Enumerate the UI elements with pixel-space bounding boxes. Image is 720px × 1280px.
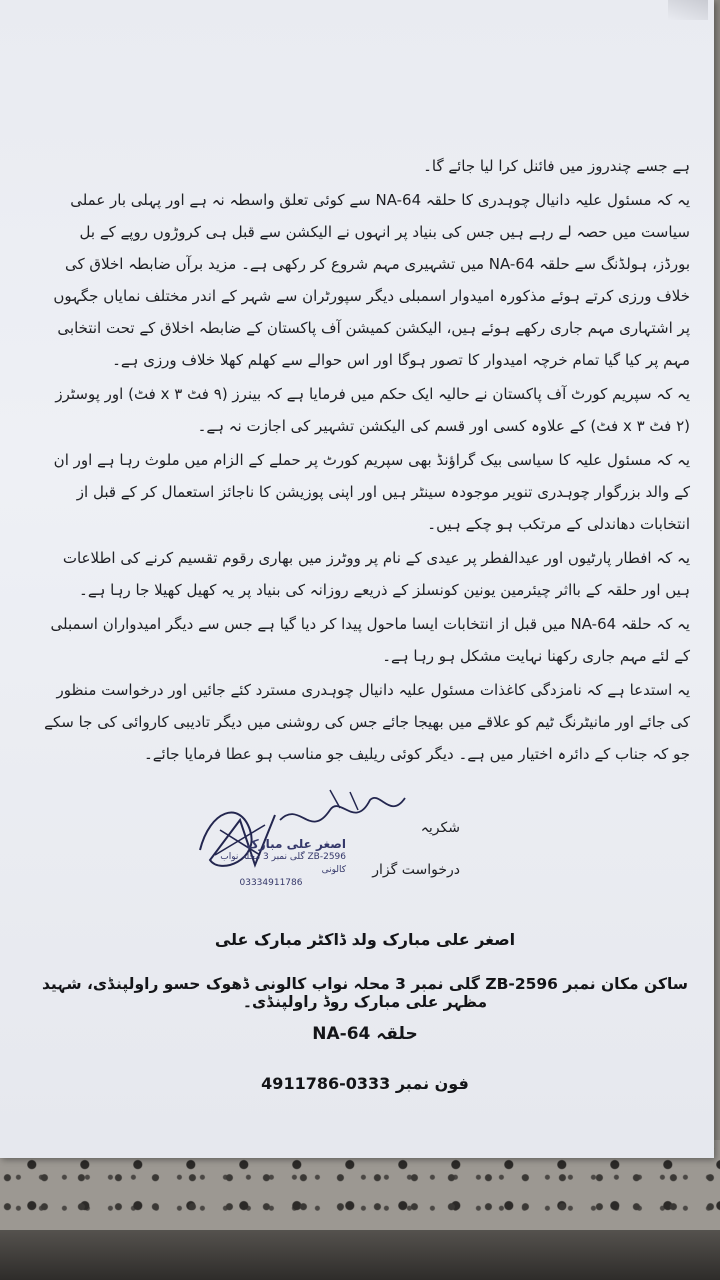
phone-number: فون نمبر 0333-4911786 [261, 1074, 469, 1093]
paragraph-supreme-court: یہ کہ سپریم کورٹ آف پاکستان نے حالیہ ایک حکم میں فرمایا ہے کہ بینرز (۹ فٹ x ۳ فٹ) اور پوسٹرز (۲ فٹ x ۳ فٹ) کے علاوہ کسی اور قسم کی الیکشن تشہیر کی اجازت نہ ہے۔ [55, 385, 690, 435]
stamp-phone: 03334911786 [239, 878, 303, 888]
paragraph-intro: ہے جسے چندروز میں فائنل کرا لیا جائے گا۔ [423, 157, 690, 175]
paragraph-billboards: یہ کہ مسئول علیہ دانیال چوہدری کا حلقہ NA-64 سے کوئی تعلق واسطہ نہ ہے اور پہلی بار عملی سیاست میں حصہ لے رہے ہیں جس کی بنیاد پر انہوں نے الیکشن سے قبل ہی کروڑوں روپے کے بل بورڈز، ہولڈنگ سے حلقہ NA-64 میں تشہیری مہم شروع کر رکھی ہے۔ مزید برآں ضابطہ اخلاق کی خلاف ورزی کرتے ہوئے مذکورہ امیدوار اسمبلی دیگر سپورٹران سے شہر کے اندر مختلف نمایاں جگہوں پر اشتہاری مہم جاری رکھے ہوئے ہیں، الیکشن کمیشن آف پاکستان کے ضابطہ اخلاق کے تحت انتخابی مہم پر کیا گیا تمام خرچہ امیدوار کا تصور ہوگا اور اس حوالے سے کھلم کھلا خلاف ورزی ہے۔ [53, 191, 690, 369]
constituency: حلقہ NA-64 [312, 1024, 418, 1044]
applicant-stamp [196, 838, 346, 890]
stamp-name: اصغر علی مبارک [246, 837, 346, 851]
floor-shadow [0, 1230, 720, 1280]
letter-body [40, 150, 690, 772]
applicant-label: درخواست گزار [372, 862, 460, 878]
paragraph-request: یہ استدعا ہے کہ نامزدگی کاغذات مسئول علیہ دانیال چوہدری مسترد کئے جائیں اور درخواست منظور کی جائے اور مانیٹرنگ ٹیم کو علاقے میں بھیجا جائے جس کی روشنی میں دیگر تادیبی کاروائی کی جا سکے جو کہ جناب کے دائرہ اختیار میں ہے۔ دیگر کوئی ریلیف جو مناسب ہو عطا فرمایا جائے۔ [44, 681, 690, 763]
page-fold [668, 0, 708, 20]
thanks-text: شکریہ [420, 820, 460, 836]
applicant-name: اصغر علی مبارک ولد ڈاکٹر مبارک علی [214, 930, 516, 949]
stamp-address: ZB-2596 گلی نمبر 3 محلہ نواب کالونی [220, 852, 346, 875]
paragraph-background: یہ کہ مسئول علیہ کا سیاسی بیک گراؤنڈ بھی سپریم کورٹ پر حملے کے الزام میں ملوث رہا ہے اور ان کے والد بزرگوار چوہدری تنویر موجودہ سینٹر ہیں اور اپنی پوزیشن کا ناجائز استعمال کر کے قبل از انتخابات دھاندلی کے مرتکب ہو چکے ہیں۔ [53, 451, 690, 533]
applicant-address: ساکن مکان نمبر ZB-2596 گلی نمبر 3 محلہ نواب کالونی ڈھوک حسو راولپنڈی، شہید مظہر علی مبارک روڈ راولپنڈی۔ [41, 975, 689, 1011]
paragraph-iftar: یہ کہ افطار پارٹیوں اور عیدالفطر پر عیدی کے نام پر ووٹرز میں بھاری رقوم تقسیم کرنے کی اطلاعات ہیں اور حلقہ کے بااثر چیئرمین یونین کونسلز کے ذریعے روزانہ کی بنیاد پر یہ کھیل کھیلا جا رہا ہے۔ [62, 549, 690, 599]
paragraph-environment: یہ کہ حلقہ NA-64 میں قبل از انتخابات ایسا ماحول پیدا کر دیا گیا ہے جس سے دیگر امیدواران اسمبلی کے لئے مہم جاری رکھنا نہایت مشکل ہو رہا ہے۔ [50, 615, 690, 665]
